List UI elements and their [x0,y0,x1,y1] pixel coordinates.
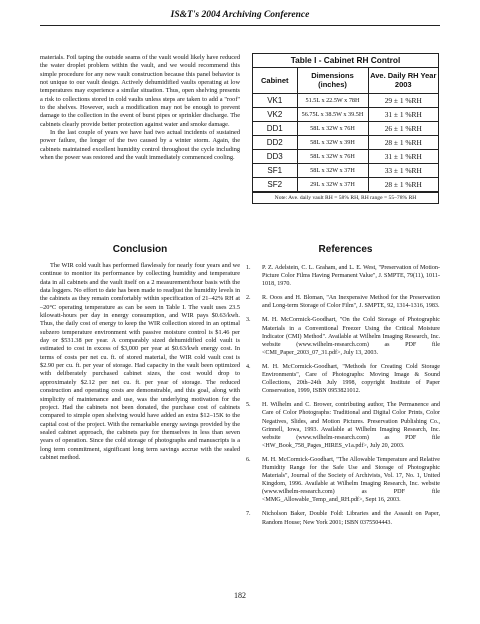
table-title: Table I - Cabinet RH Control [253,54,438,68]
table-row [253,107,438,121]
table-row [253,93,438,107]
reference-number: 4. [246,363,251,370]
body-text-top [40,54,240,162]
reference-number: 7. [246,511,251,518]
table-row [253,121,438,135]
reference-text: Nicholson Baker, Double Fold: Libraries and the Assault on Paper, Random House; New York 2001; ISBN 0375504443. [262,511,440,526]
rh-cell: 28 ± 1 %RH [368,135,438,149]
reference-text: H. Wilhelm and C. Brower, contributing author, The Permanence and Care of Color Photographs: Traditional and Digital Color Prints, Color Negatives, Slides, and Motion Pictures. Preservation Publishing Co., Grinnell, Iowa, 1993. Available at Wilhelm Imaging Research, Inc. website (www.wilhelm-research.com) as PDF file <HW_Book_758_Pages_HIRES_v1a.pdf>, July 20, 2003. [262,402,440,449]
rh-cell: 26 ± 1 %RH [368,121,438,135]
reference-number: 1. [246,265,251,271]
cabinet-cell: VK2 [253,107,297,121]
reference-text: M. H. McCormick-Goodhart, "Methods for Creating Cold Storage Environments", Care of Photographs: Moving Image & Sound Collections, 20th–24th July 1998, copyright Institute of Paper Conservation, 1999, ISBN 0953821012. [262,363,440,395]
column-header: Ave. Daily RH Year 2003 [368,68,438,93]
cabinet-cell: SF1 [253,163,297,177]
paragraph: In the last couple of years we have had two actual incidents of sustained power failure, the longer of the two caused by a winter storm. Again, the cabinets maintained excellent humidity control throughout the cycle including when the power was restored and the vault immediately commenced cooling. [40,129,240,162]
reference-text: M. H. McCormick-Goodhart, "On the Cold Storage of Photographic Materials in a Conventional Freezer Using the Critical Moisture Indicator (CMI) Method". Available at Wilhelm Imaging Research, Inc. website (www.wilhelm-research.com) as PDF file <CMI_Paper_2003_07_31.pdf>, July 13, 2003. [262,317,440,356]
cabinet-cell: VK1 [253,93,297,107]
reference-text: R. Ooos and H. Bloman, "An Inexpensive Method for the Preservation and Long-term Storage of Color Film", J. SMPTE, 92, 1314-1316, 1983. [262,295,440,310]
reference-number: 5. [246,402,251,409]
reference-item [246,363,440,395]
conference-header: IS&T's 2004 Archiving Conference [40,6,440,26]
table-row [253,163,438,177]
conclusion-heading: Conclusion [112,244,168,255]
cabinet-cell: DD2 [253,135,297,149]
reference-number: 3. [246,317,251,324]
reference-number: 6. [246,456,251,463]
references-heading: References [318,244,373,255]
rh-cell: 28 ± 1 %RH [368,177,438,191]
dimensions-cell: 51.5L x 22.5W x 78H [297,93,368,107]
column-header: Cabinet [253,68,297,93]
cabinet-rh-table [252,53,439,204]
table-row [253,149,438,163]
body-text-conclusion [40,262,240,462]
reference-item [246,456,440,505]
dimensions-cell: 56.75L x 38.5W x 39.5H [297,107,368,121]
dimensions-cell: 58L x 32W x 76H [297,121,368,135]
reference-item [246,264,440,288]
page-number: 182 [234,591,246,600]
rh-cell: 29 ± 1 %RH [368,93,438,107]
rh-cell: 33 ± 1 %RH [368,163,438,177]
references-list [246,264,440,533]
dimensions-cell: 58L x 32W x 37H [297,163,368,177]
column-header: Dimensions (inches) [297,68,368,93]
cabinet-cell: DD3 [253,149,297,163]
paragraph: materials. Foil taping the outside seams of the vault would likely have reduced the water droplet problem within the vault, and we would recommend this simple procedure for any new vault construction because this panel behavior is not unique to our vault design. Actively dehumidified vaults operating at low temperatures may experience a similar situation. Thus, open shelving presents a risk to collections stored in cold vaults unless steps are taken to add a "roof" to the shelves. However, such a modification may not be enough to prevent damage to the collection in the event of burst pipes or sprinkler discharge. The cabinets clearly provide better protection against water and smoke damage. [40,54,240,128]
paragraph: The WIR cold vault has performed flawlessly for nearly four years and we continue to monitor its performance by collecting humidity and temperature data in all cabinets and the vault itself on a 2 measurement/hour basis with the data loggers. No effort to date has been made to readjust the humidity levels in the cabinets as they remain comfortably within specification of 21–42% RH at –20°C operating temperature as can be seen in Table I. The vault uses 23.5 kilowatt-hours per day in energy consumption, and WIR pays $0.63/kwh. Thus, the daily cost of energy to keep the WIR collection stored in an optimal subzero temperature environment with passive moisture control is $1.46 per day or $531.38 per year. A comparably sized dehumidified cold vault is estimated to cost in excess of $3,000 per year at $0.63/kwh energy cost. In terms of costs per net cu. ft. of stored material, the WIR cold vault cost is $2.90 per cu. ft. per year of storage. Had capacity in the vault been optimized with deliberately purchased cabinet sizes, the cost would drop to approximately $2.12 per net cu. ft. per year of storage. The reduced construction and operating costs are demonstrable, and this goal, along with simplicity of maintenance and use, was the underlying motivation for the project. Had the cabinets not been donated, the purchase cost of cabinets compared to simple open shelving would have added an extra $12–15K to the capital cost of the project. With the remarkable energy savings provided by the sealed cabinet approach, the cabinets pay for themselves in less than seven years of operation. Since the cold storage of photographs and manuscripts is a long term commitment, significant long term savings accrue with the sealed cabinet method. [40,262,240,461]
table-row [253,177,438,191]
rh-cell: 31 ± 1 %RH [368,149,438,163]
reference-item [246,294,440,310]
cabinet-cell: SF2 [253,177,297,191]
table-header-row [253,68,438,93]
dimensions-cell: 58L x 32W x 39H [297,135,368,149]
reference-item [246,316,440,356]
reference-number: 2. [246,295,251,302]
table-note: Note: Ave. daily vault RH = 58% RH, RH range = 55–78% RH [253,192,438,203]
dimensions-cell: 58L x 32W x 76H [297,149,368,163]
reference-item [246,510,440,526]
table-grid [253,68,438,192]
reference-item [246,401,440,450]
table-row [253,135,438,149]
cabinet-cell: DD1 [253,121,297,135]
reference-text: M. H. McCormick-Goodhart, "The Allowable Temperature and Relative Humidity Range for the Safe Use and Storage of Photographic Materials", Journal of the Society of Archivists, Vol. 17, No. 1, United Kingdom, 1996. Available at Wilhelm Imaging Research, Inc. website (www.wilhelm-research.com) as PDF file <MMG_Allowable_Temp_and_RH.pdf>, Sept 16, 2003. [262,456,440,504]
rh-cell: 31 ± 1 %RH [368,107,438,121]
reference-text: P. Z. Adelstein, C. L. Graham, and L. E. West, "Preservation of Motion-Picture Color Films Having Permanent Value", J. SMPTE, 79(11), 1011-1018, 1970. [262,265,440,288]
dimensions-cell: 29L x 32W x 37H [297,177,368,191]
